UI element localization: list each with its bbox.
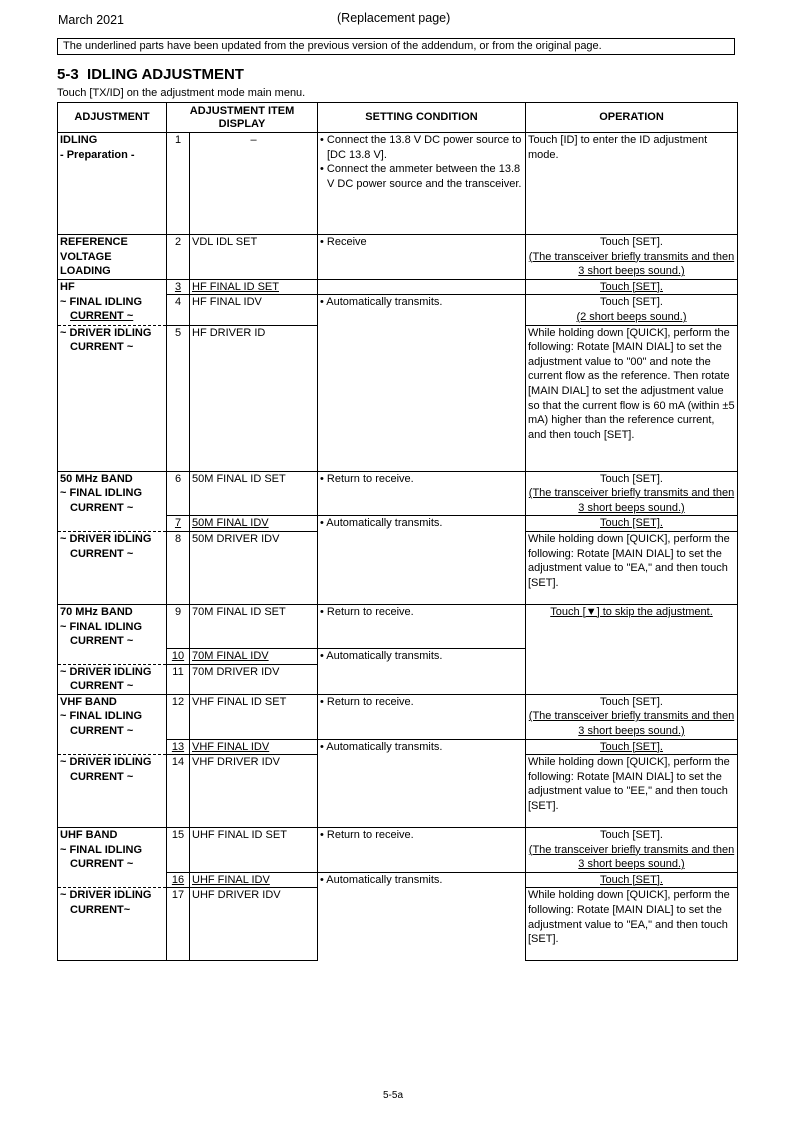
setting-cell: • Automatically transmits.	[318, 295, 526, 471]
operation-cell: Touch [ID] to enter the ID adjustment mode.	[526, 133, 738, 235]
setting-cell: • Receive	[318, 235, 526, 280]
item-display: –	[190, 133, 318, 235]
table-row	[58, 133, 738, 235]
step-number: 14	[167, 755, 190, 828]
item-display: 70M FINAL IDV	[190, 648, 318, 664]
operation-cell: Touch [SET]. (The transceiver briefly transmits and then 3 short beeps sound.)	[526, 235, 738, 280]
step-number: 3	[167, 279, 190, 295]
table-row	[58, 235, 738, 280]
step-number: 12	[167, 694, 190, 739]
page-number: 5-5a	[383, 1090, 404, 1101]
operation-cell: Touch [SET]. (The transceiver briefly transmits and then 3 short beeps sound.)	[526, 471, 738, 516]
item-display: 50M FINAL IDV	[190, 516, 318, 532]
operation-cell: Touch [SET]. (The transceiver briefly transmits and then 3 short beeps sound.)	[526, 694, 738, 739]
step-number: 8	[167, 531, 190, 604]
adjustment-cell: ~ FINAL IDLING CURRENT ~	[58, 295, 167, 325]
adjustment-cell: ~ DRIVER IDLING CURRENT ~	[58, 664, 167, 694]
item-display: UHF FINAL IDV	[190, 872, 318, 888]
item-display: UHF FINAL ID SET	[190, 828, 318, 873]
header-setting-condition: SETTING CONDITION	[318, 103, 526, 133]
step-number: 4	[167, 295, 190, 325]
idling-adjustment-table	[57, 102, 738, 961]
step-number: 13	[167, 739, 190, 755]
operation-cell: Touch [SET].	[526, 516, 738, 532]
adjustment-cell: ~ DRIVER IDLING CURRENT~	[58, 888, 167, 961]
update-notice: The underlined parts have been updated from the previous version of the addendum, or from the original page.	[57, 38, 735, 55]
item-display: 50M DRIVER IDV	[190, 531, 318, 604]
table-header-row	[58, 103, 738, 133]
setting-cell: • Return to receive.	[318, 694, 526, 739]
adjustment-cell: REFERENCE VOLTAGE LOADING	[58, 235, 167, 280]
setting-cell: • Automatically transmits.	[318, 739, 526, 828]
section-number: 5-3	[57, 66, 79, 83]
setting-cell: • Return to receive.	[318, 471, 526, 516]
operation-cell: While holding down [QUICK], perform the following: Rotate [MAIN DIAL] to set the adjustment value to "00" and note the current flow as the reference. Then rotate [MAIN DIAL] to set the adjustment value so that the current flow is 60 mA (within ±5 mA) higher than the reference current, and then touch [SET].	[526, 325, 738, 471]
setting-cell: • Connect the 13.8 V DC power source to [DC 13.8 V]. • Connect the ammeter between the 13.8 V DC power source and the transceiver.	[318, 133, 526, 235]
adjustment-cell: ~ DRIVER IDLING CURRENT ~	[58, 531, 167, 604]
item-display: UHF DRIVER IDV	[190, 888, 318, 961]
setting-cell: • Return to receive.	[318, 828, 526, 873]
item-display: 70M DRIVER IDV	[190, 664, 318, 694]
item-display: 70M FINAL ID SET	[190, 604, 318, 648]
operation-cell: While holding down [QUICK], perform the following: Rotate [MAIN DIAL] to set the adjustment value to "EA," and then touch [SET].	[526, 531, 738, 604]
operation-cell: Touch [SET].	[526, 872, 738, 888]
step-number: 10	[167, 648, 190, 664]
adjustment-cell: ~ DRIVER IDLING CURRENT ~	[58, 755, 167, 828]
step-number: 17	[167, 888, 190, 961]
adjustment-cell: UHF BAND ~ FINAL IDLING CURRENT ~	[58, 828, 167, 888]
step-number: 15	[167, 828, 190, 873]
item-display: VHF FINAL IDV	[190, 739, 318, 755]
header-adjustment: ADJUSTMENT	[58, 103, 167, 133]
operation-cell: While holding down [QUICK], perform the following: Rotate [MAIN DIAL] to set the adjustment value to "EE," and then touch [SET].	[526, 755, 738, 828]
step-number: 5	[167, 325, 190, 471]
step-number: 2	[167, 235, 190, 280]
table-row	[58, 279, 738, 295]
setting-cell: • Automatically transmits.	[318, 516, 526, 605]
header-item-display: ADJUSTMENT ITEM DISPLAY	[167, 103, 318, 133]
operation-cell: Touch [SET]. (The transceiver briefly transmits and then 3 short beeps sound.)	[526, 828, 738, 873]
step-number: 1	[167, 133, 190, 235]
item-display: VHF FINAL ID SET	[190, 694, 318, 739]
intro-text: Touch [TX/ID] on the adjustment mode main menu.	[57, 87, 306, 99]
item-display: HF FINAL IDV	[190, 295, 318, 325]
item-display: HF DRIVER ID	[190, 325, 318, 471]
operation-cell: Touch [▼] to skip the adjustment.	[526, 604, 738, 694]
item-display: 50M FINAL ID SET	[190, 471, 318, 516]
adjustment-cell: 50 MHz BAND ~ FINAL IDLING CURRENT ~	[58, 471, 167, 531]
adjustment-cell: IDLING - Preparation -	[58, 133, 167, 235]
operation-cell: While holding down [QUICK], perform the following: Rotate [MAIN DIAL] to set the adjustment value to "EA," and then touch [SET].	[526, 888, 738, 961]
adjustment-cell: 70 MHz BAND ~ FINAL IDLING CURRENT ~	[58, 604, 167, 664]
table-row	[58, 694, 738, 739]
step-number: 16	[167, 872, 190, 888]
setting-cell: • Automatically transmits.	[318, 648, 526, 694]
adjustment-cell: VHF BAND ~ FINAL IDLING CURRENT ~	[58, 694, 167, 754]
setting-cell: • Automatically transmits.	[318, 872, 526, 961]
section-name: IDLING ADJUSTMENT	[87, 66, 244, 83]
setting-cell	[318, 279, 526, 295]
section-title	[57, 66, 244, 83]
item-display: VDL IDL SET	[190, 235, 318, 280]
adjustment-cell: ~ DRIVER IDLING CURRENT ~	[58, 325, 167, 471]
step-number: 9	[167, 604, 190, 648]
item-display: HF FINAL ID SET	[190, 279, 318, 295]
table-row	[58, 604, 738, 648]
header-operation: OPERATION	[526, 103, 738, 133]
setting-cell: • Return to receive.	[318, 604, 526, 648]
operation-cell: Touch [SET].	[526, 739, 738, 755]
operation-cell: Touch [SET].	[526, 279, 738, 295]
replacement-label: (Replacement page)	[337, 11, 451, 25]
operation-cell: Touch [SET]. (2 short beeps sound.)	[526, 295, 738, 325]
adjustment-cell: HF	[58, 279, 167, 295]
step-number: 6	[167, 471, 190, 516]
table-row	[58, 471, 738, 516]
table-row	[58, 295, 738, 325]
table-row	[58, 828, 738, 873]
step-number: 11	[167, 664, 190, 694]
item-display: VHF DRIVER IDV	[190, 755, 318, 828]
header-date: March 2021	[58, 13, 125, 27]
step-number: 7	[167, 516, 190, 532]
